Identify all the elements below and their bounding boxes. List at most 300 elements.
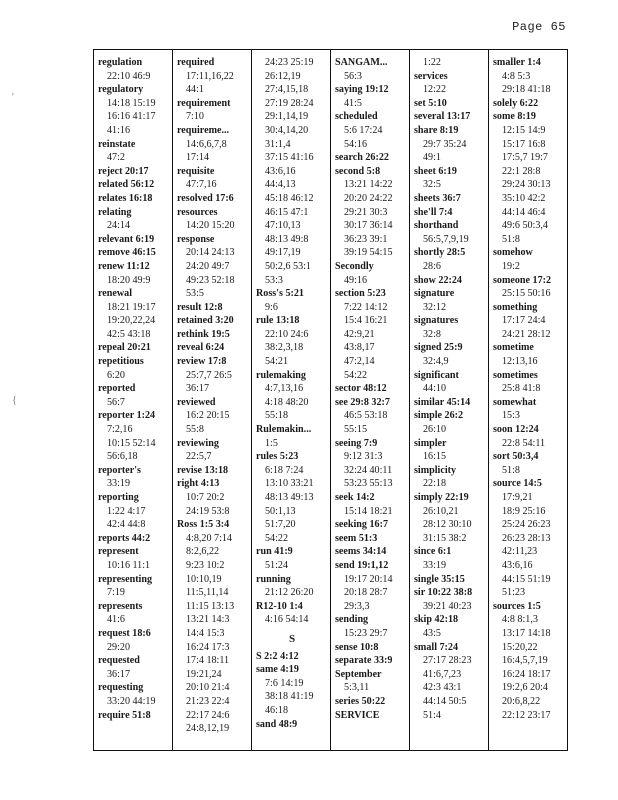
index-reference: 42:9,21: [344, 328, 375, 340]
index-term: reported: [98, 383, 136, 395]
index-reference: 26:10: [423, 424, 446, 436]
index-term: share 8:19: [414, 124, 459, 136]
index-reference: 48:13 49:13: [265, 492, 314, 503]
index-term: sheet 6:19: [414, 165, 457, 177]
index-reference: 44:14 50:5: [423, 695, 467, 707]
index-term: sand 48:9: [256, 718, 298, 730]
index-reference: 22:10 46:9: [107, 70, 151, 82]
index-reference: 25:7,7 26:5: [186, 369, 232, 381]
index-column-3: [252, 50, 331, 750]
index-reference: 5:3,11: [344, 682, 370, 694]
index-reference: 14:18 15:19: [107, 97, 156, 109]
index-reference: 18:21 19:17: [107, 301, 156, 313]
index-reference: 25:8 41:8: [502, 383, 541, 395]
index-term: simple 26:2: [414, 410, 464, 422]
index-reference: 32:12: [423, 301, 446, 313]
index-reference: 36:17: [107, 668, 130, 680]
index-reference: 10:10,19: [186, 573, 222, 585]
index-term: R12-10 1:4: [256, 600, 303, 612]
index-reference: 54:16: [344, 138, 367, 150]
index-reference: 10:15 52:14: [107, 437, 156, 449]
index-term: seeking 16:7: [335, 519, 388, 531]
index-reference: 19:17 20:14: [344, 573, 393, 585]
index-reference: 47:2,14: [344, 356, 375, 368]
index-reference: 45:18 46:12: [265, 192, 314, 204]
index-reference: 42:5 43:18: [107, 328, 151, 340]
index-reference: 56:7: [107, 396, 125, 408]
index-reference: 22:12 23:17: [502, 709, 551, 721]
index-reference: 1:5: [265, 437, 278, 449]
index-reference: 17:4 18:11: [186, 655, 230, 667]
index-term: section 5:23: [335, 288, 386, 300]
index-reference: 41:16: [107, 124, 130, 136]
index-reference: 30:4,14,20: [265, 124, 309, 136]
index-reference: 16:2 20:15: [186, 410, 230, 422]
index-reference: 28:6: [423, 260, 441, 272]
index-term: soon 12:24: [493, 424, 539, 436]
index-term: relating: [98, 206, 132, 218]
index-reference: 32:8: [423, 328, 441, 340]
index-term: set 5:10: [414, 97, 447, 109]
index-reference: 41:6: [107, 614, 125, 626]
index-reference: 6:20: [107, 369, 125, 381]
index-reference: 38:2,3,18: [265, 342, 304, 354]
index-term: reveal 6:24: [177, 342, 225, 354]
index-reference: 19:2,6 20:4: [502, 682, 548, 694]
index-reference: 43:6,16: [502, 559, 533, 571]
index-column-5: [410, 50, 489, 750]
index-term: simplicity: [414, 464, 457, 476]
index-term: Rulemakin...: [256, 424, 312, 436]
index-term: retained 3:20: [177, 315, 234, 327]
index-reference: 51:8: [502, 233, 520, 245]
index-reference: 32:4,9: [423, 356, 449, 368]
index-reference: 7:22 14:12: [344, 301, 388, 313]
index-term: send 19:1,12: [335, 559, 389, 571]
index-term: seem 51:3: [335, 532, 378, 544]
index-term: running: [256, 573, 291, 585]
index-term: sometimes: [493, 369, 538, 381]
index-reference: 44:14 46:4: [502, 206, 546, 218]
index-reference: 53:23 55:13: [344, 478, 393, 490]
index-reference: 44:15 51:19: [502, 573, 551, 585]
index-term: sort 50:3,4: [493, 451, 539, 463]
index-term: Ross's 5:21: [256, 288, 304, 300]
index-term: sir 10:22 38:8: [414, 587, 473, 599]
index-term: repetitious: [98, 356, 144, 368]
index-term: somehow: [493, 247, 533, 259]
index-term: Ross 1:5 3:4: [177, 519, 230, 531]
index-reference: 18:20 49:9: [107, 274, 151, 286]
index-term: representing: [98, 573, 153, 585]
index-reference: 20:18 28:7: [344, 587, 388, 599]
index-term: saying 19:12: [335, 84, 389, 96]
index-reference: 29:20: [107, 641, 130, 653]
index-term: right 4:13: [177, 478, 220, 490]
index-reference: 38:18 41:19: [265, 691, 314, 703]
index-reference: 39:21 40:23: [423, 600, 472, 612]
index-reference: 9:12 31:3: [344, 451, 383, 463]
index-term: requisite: [177, 165, 215, 177]
index-reference: 47:10,13: [265, 220, 301, 232]
index-reference: 29:21 30:3: [344, 206, 388, 218]
index-reference: 12:13,16: [502, 356, 538, 368]
index-reference: 46:5 53:18: [344, 410, 388, 422]
index-term: someone 17:2: [493, 274, 552, 286]
index-reference: 12:15 14:9: [502, 124, 546, 136]
index-reference: 17:14: [186, 152, 209, 164]
index-reference: 31:1,4: [265, 138, 291, 150]
index-reference: 27:4,15,18: [265, 84, 309, 96]
index-reference: 30:17 36:14: [344, 220, 393, 232]
index-reference: 47:7,16: [186, 179, 217, 191]
index-reference: 24:8,12,19: [186, 723, 230, 735]
index-term: rules 5:23: [256, 451, 299, 463]
index-reference: 26:12,19: [265, 70, 301, 82]
index-term: renew 11:12: [98, 260, 150, 272]
index-reference: 15:3: [502, 410, 520, 422]
index-term: separate 33:9: [335, 655, 393, 667]
index-term: something: [493, 301, 538, 313]
index-reference: 8:2,6,22: [186, 546, 220, 558]
index-reference: 36:17: [186, 383, 209, 395]
index-term: repeal 20:21: [98, 342, 151, 354]
index-reference: 15:17 16:8: [502, 138, 546, 150]
index-reference: 9:23 10:2: [186, 559, 225, 571]
index-reference: 20:14 24:13: [186, 247, 235, 259]
index-reference: 22:5,7: [186, 451, 212, 463]
index-term: S 2:2 4:12: [256, 650, 299, 662]
index-reference: 4:18 48:20: [265, 396, 309, 408]
index-reference: 24:14: [107, 220, 130, 232]
index-term: reporting: [98, 492, 139, 503]
index-term: single 35:15: [414, 573, 465, 585]
index-reference: 43:6,16: [265, 165, 296, 177]
index-reference: 42:3 43:1: [423, 682, 462, 694]
index-term: response: [177, 233, 215, 245]
index-reference: 29:3,3: [344, 600, 370, 612]
index-reference: 19:21,24: [186, 668, 222, 680]
index-reference: 48:13 49:8: [265, 233, 309, 245]
index-reference: 4:8 8:1,3: [502, 614, 538, 626]
index-reference: 22:18: [423, 478, 446, 490]
index-reference: 9:6: [265, 301, 278, 313]
index-reference: 15:4 16:21: [344, 315, 388, 327]
index-reference: 26:23 28:13: [502, 532, 551, 544]
index-term: revise 13:18: [177, 464, 229, 476]
index-term: relates 16:18: [98, 192, 153, 204]
index-term: reinstate: [98, 138, 136, 150]
index-reference: 13:21 14:22: [344, 179, 393, 191]
index-reference: 29:24 30:13: [502, 179, 551, 191]
index-reference: 55:15: [344, 424, 367, 436]
index-reference: 4:7,13,16: [265, 383, 304, 395]
index-term: request 18:6: [98, 627, 151, 639]
index-reference: 26:10,21: [423, 505, 459, 517]
index-reference: 22:17 24:6: [186, 709, 230, 721]
index-reference: 47:2: [107, 152, 125, 164]
index-reference: 27:19 28:24: [265, 97, 314, 109]
index-term: same 4:19: [256, 664, 299, 676]
index-reference: 18:9 25:16: [502, 505, 546, 517]
index-reference: 13:17 14:18: [502, 627, 551, 639]
index-reference: 14:20 15:20: [186, 220, 235, 232]
index-reference: 55:8: [186, 424, 204, 436]
index-term: see 29:8 32:7: [335, 396, 390, 408]
index-reference: 51:8: [502, 464, 520, 476]
index-term: requested: [98, 655, 140, 667]
index-reference: 13:21 14:3: [186, 614, 230, 626]
index-term: signatures: [414, 315, 459, 327]
index-reference: 49:23 52:18: [186, 274, 235, 286]
index-term: result 12:8: [177, 301, 223, 313]
index-term: search 26:22: [335, 152, 389, 164]
index-reference: 21:12 26:20: [265, 587, 314, 599]
index-reference: 25:15 50:16: [502, 288, 551, 300]
index-reference: 24:20 49:7: [186, 260, 230, 272]
index-reference: 22:8 54:11: [502, 437, 546, 449]
index-reference: 51:4: [423, 709, 441, 721]
index-reference: 10:7 20:2: [186, 492, 225, 503]
index-term: smaller 1:4: [493, 57, 541, 68]
index-reference: 16:24 17:3: [186, 641, 230, 653]
index-term: she'll 7:4: [414, 206, 453, 218]
index-reference: 54:21: [265, 356, 288, 368]
index-term: related 56:12: [98, 179, 155, 191]
index-term: reject 20:17: [98, 165, 149, 177]
index-reference: 32:24 40:11: [344, 464, 393, 476]
index-reference: 4:8,20 7:14: [186, 532, 232, 544]
index-term: require 51:8: [98, 709, 151, 721]
index-reference: 14:6,6,7,8: [186, 138, 227, 150]
index-term: similar 45:14: [414, 396, 471, 408]
index-reference: 24:21 28:12: [502, 328, 551, 340]
index-reference: 25:24 26:23: [502, 519, 551, 531]
index-reference: 16:4,5,7,19: [502, 655, 548, 667]
index-term: SERVICE: [335, 709, 380, 721]
index-term: significant: [414, 369, 459, 381]
index-term: reviewed: [177, 396, 216, 408]
index-reference: 14:4 15:3: [186, 627, 225, 639]
index-reference: 46:18: [265, 704, 288, 716]
index-term: Secondly: [335, 260, 374, 272]
index-term: sheets 36:7: [414, 192, 461, 204]
index-reference: 22:1 28:8: [502, 165, 541, 177]
index-term: series 50:22: [335, 695, 386, 707]
index-term: rule 13:18: [256, 315, 300, 327]
index-reference: 15:14 18:21: [344, 505, 393, 517]
index-reference: 51:7,20: [265, 519, 296, 531]
index-reference: 7:19: [107, 587, 125, 599]
index-term: renewal: [98, 288, 133, 300]
index-reference: 16:15: [423, 451, 446, 463]
index-term: remove 46:15: [98, 247, 156, 259]
index-reference: 5:6 17:24: [344, 124, 383, 136]
index-reference: 44:4,13: [265, 179, 296, 191]
index-reference: 44:10: [423, 383, 446, 395]
index-term: resolved 17:6: [177, 192, 234, 204]
index-term: signature: [414, 288, 455, 300]
index-reference: 49:6 50:3,4: [502, 220, 548, 232]
index-reference: 31:15 38:2: [423, 532, 467, 544]
index-reference: 41:6,7,23: [423, 668, 462, 680]
index-reference: 39:19 54:15: [344, 247, 393, 259]
index-reference: 50:1,13: [265, 505, 296, 517]
index-reference: 42:4 44:8: [107, 519, 146, 531]
index-reference: 15:20,22: [502, 641, 538, 653]
index-term: seek 14:2: [335, 492, 375, 503]
index-term: run 41:9: [256, 546, 293, 558]
index-reference: 29:18 41:18: [502, 84, 551, 96]
index-term: several 13:17: [414, 111, 471, 123]
index-reference: 49:16: [344, 274, 367, 286]
index-term: shorthand: [414, 220, 459, 232]
index-reference: 53:5: [186, 288, 204, 300]
index-reference: 36:23 39:1: [344, 233, 388, 245]
index-term: source 14:5: [493, 478, 542, 490]
index-term: requirement: [177, 97, 231, 109]
index-reference: 37:15 41:16: [265, 152, 314, 164]
index-reference: 20:10 21:4: [186, 682, 230, 694]
index-reference: 17:11,16,22: [186, 70, 234, 82]
index-term: rulemaking: [256, 369, 306, 381]
index-reference: 33:19: [423, 559, 446, 571]
index-reference: 16:16 41:17: [107, 111, 156, 123]
index-reference: 4:8 5:3: [502, 70, 531, 82]
index-reference: 51:23: [502, 587, 525, 599]
index-reference: 20:20 24:22: [344, 192, 393, 204]
index-term: SANGAM...: [335, 57, 388, 68]
index-reference: 21:23 22:4: [186, 695, 230, 707]
index-term: review 17:8: [177, 356, 227, 368]
index-term: reporter 1:24: [98, 410, 156, 422]
index-reference: 33:20 44:19: [107, 695, 156, 707]
index-term: September: [335, 668, 382, 680]
index-reference: 54:22: [265, 532, 288, 544]
index-reference: 29:7 35:24: [423, 138, 467, 150]
index-term: some 8:19: [493, 111, 536, 123]
index-reference: 35:10 42:2: [502, 192, 546, 204]
index-term: regulatory: [98, 84, 144, 96]
index-term: somewhat: [493, 396, 537, 408]
index-reference: 46:15 47:1: [265, 206, 309, 218]
index-reference: 56:6,18: [107, 451, 138, 463]
index-column-4: [331, 50, 410, 750]
index-reference: 43:5: [423, 627, 441, 639]
index-term: show 22:24: [414, 274, 462, 286]
index-term: reviewing: [177, 437, 219, 449]
index-reference: 27:17 28:23: [423, 655, 472, 667]
index-reference: 7:6 14:19: [265, 677, 304, 689]
index-term: scheduled: [335, 111, 378, 123]
index-reference: 17:9,21: [502, 492, 533, 503]
index-reference: 50:2,6 53:1: [265, 260, 311, 272]
word-index-table: [93, 49, 568, 751]
index-reference: 49:1: [423, 152, 441, 164]
index-term: regulation: [98, 57, 143, 68]
index-reference: 24:19 53:8: [186, 505, 230, 517]
index-term: required: [177, 57, 215, 68]
index-term: sense 10:8: [335, 641, 379, 653]
index-term: skip 42:18: [414, 614, 459, 626]
index-term: shortly 28:5: [414, 247, 466, 259]
index-term: signed 25:9: [414, 342, 463, 354]
index-reference: 15:23 29:7: [344, 627, 388, 639]
index-term: sometime: [493, 342, 534, 354]
index-reference: 11:5,11,14: [186, 587, 229, 599]
index-term: represent: [98, 546, 139, 558]
index-term: small 7:24: [414, 641, 459, 653]
index-reference: 28:12 30:10: [423, 519, 472, 531]
index-reference: 12:22: [423, 84, 446, 96]
index-term: sector 48:12: [335, 383, 387, 395]
index-reference: 7:10: [186, 111, 204, 123]
index-reference: 53:3: [265, 274, 283, 286]
index-reference: 10:16 11:1: [107, 559, 151, 571]
index-reference: 13:10 33:21: [265, 478, 314, 490]
index-column-6: [489, 50, 567, 750]
section-letter: S: [288, 632, 296, 645]
index-reference: 51:24: [265, 559, 288, 571]
index-term: relevant 6:19: [98, 233, 155, 245]
index-reference: 42:11,23: [502, 546, 538, 558]
index-reference: 17:5,7 19:7: [502, 152, 548, 164]
index-reference: 7:2,16: [107, 424, 133, 436]
index-reference: 29:1,14,19: [265, 111, 309, 123]
index-reference: 32:5: [423, 179, 441, 191]
index-reference: 24:23 25:19: [265, 57, 314, 68]
index-reference: 16:24 18:17: [502, 668, 551, 680]
index-column-2: [173, 50, 252, 750]
index-reference: 44:1: [186, 84, 204, 96]
index-reference: 41:5: [344, 97, 362, 109]
index-reference: 22:10 24:6: [265, 328, 309, 340]
margin-mark: {: [12, 395, 17, 406]
page-number: Page 65: [512, 20, 566, 34]
index-column-1: [94, 50, 173, 750]
index-term: sources 1:5: [493, 600, 541, 612]
index-term: since 6:1: [414, 546, 452, 558]
index-term: resources: [177, 206, 218, 218]
index-term: rethink 19:5: [177, 328, 230, 340]
index-term: sending: [335, 614, 369, 626]
index-reference: 56:3: [344, 70, 362, 82]
index-term: requireme...: [177, 124, 230, 136]
index-term: second 5:8: [335, 165, 381, 177]
index-term: simply 22:19: [414, 492, 469, 503]
index-reference: 49:17,19: [265, 247, 301, 259]
index-term: seems 34:14: [335, 546, 387, 558]
index-reference: 4:16 54:14: [265, 614, 309, 626]
index-reference: 17:17 24:4: [502, 315, 546, 327]
index-term: reporter's: [98, 464, 141, 476]
index-reference: 54:22: [344, 369, 367, 381]
index-reference: 20:6,8,22: [502, 695, 541, 707]
index-term: simpler: [414, 437, 447, 449]
index-term: reports 44:2: [98, 532, 151, 544]
index-term: seeing 7:9: [335, 437, 378, 449]
index-reference: 19:2: [502, 260, 520, 272]
index-reference: 56:5,7,9,19: [423, 233, 469, 245]
index-term: services: [414, 70, 448, 82]
index-reference: 11:15 13:13: [186, 600, 235, 612]
index-term: solely 6:22: [493, 97, 539, 109]
index-reference: 55:18: [265, 410, 288, 422]
index-reference: 1:22 4:17: [107, 505, 146, 517]
index-term: requesting: [98, 682, 144, 694]
index-reference: 6:18 7:24: [265, 464, 304, 476]
margin-mark: ': [12, 92, 14, 103]
